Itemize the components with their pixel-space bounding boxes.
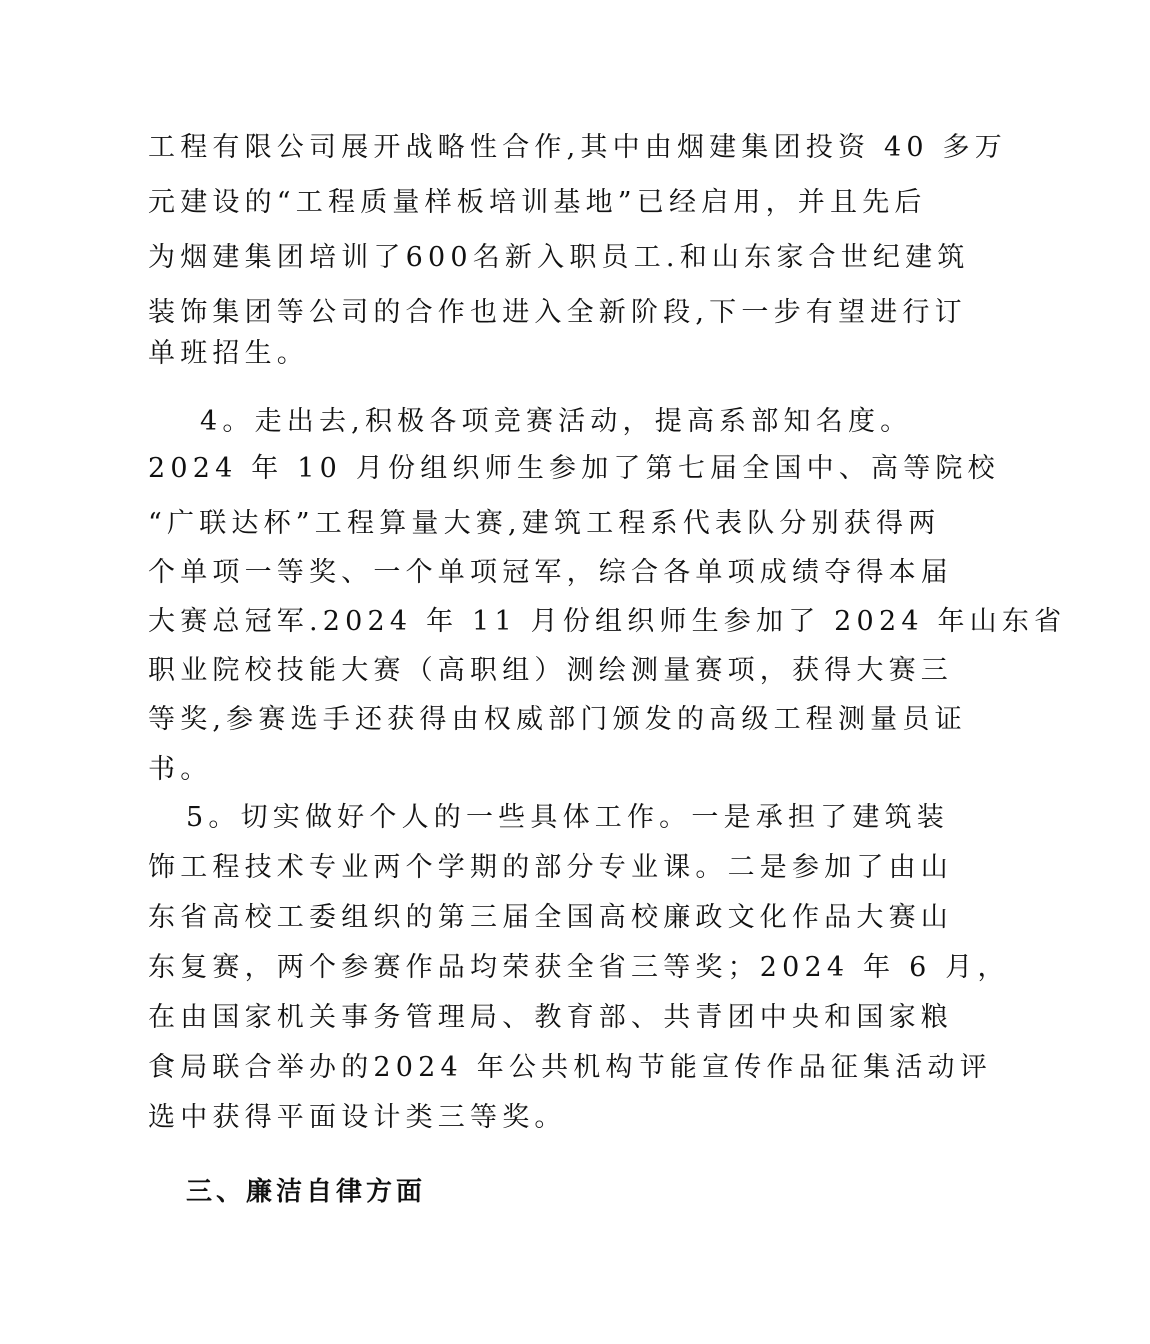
text-line: 东省高校工委组织的第三届全国高校廉政文化作品大赛山 xyxy=(148,902,953,933)
text-line: 工程有限公司展开战略性合作,其中由烟建集团投资 40 多万 xyxy=(148,132,1007,163)
text-line: 等奖,参赛选手还获得由权威部门颁发的高级工程测量员证 xyxy=(148,704,967,735)
text-line: 个单项一等奖、一个单项冠军，综合各单项成绩夺得本届 xyxy=(148,557,953,588)
text-line: 饰工程技术专业两个学期的部分专业课。二是参加了由山 xyxy=(148,852,953,883)
text-line: 为烟建集团培训了600名新入职员工.和山东家合世纪建筑 xyxy=(148,242,970,273)
text-line: 元建设的“工程质量样板培训基地”已经启用，并且先后 xyxy=(148,187,927,218)
text-line: 大赛总冠军.2024 年 11 月份组织师生参加了 2024 年山东省 xyxy=(148,606,1067,637)
section-heading: 三、廉洁自律方面 xyxy=(186,1177,427,1207)
text-line: 装饰集团等公司的合作也进入全新阶段,下一步有望进行订 xyxy=(148,297,967,328)
text-line: 职业院校技能大赛（高职组）测绘测量赛项，获得大赛三 xyxy=(148,655,953,686)
text-line: 选中获得平面设计类三等奖。 xyxy=(148,1102,567,1133)
text-line: “广联达杯”工程算量大赛,建筑工程系代表队分别获得两 xyxy=(148,508,941,539)
text-line: 书。 xyxy=(148,754,213,785)
text-line: 5。切实做好个人的一些具体工作。一是承担了建筑装 xyxy=(186,802,949,833)
text-line: 单班招生。 xyxy=(148,338,309,369)
text-line: 在由国家机关事务管理局、教育部、共青团中央和国家粮 xyxy=(148,1002,953,1033)
text-line: 食局联合举办的2024 年公共机构节能宣传作品征集活动评 xyxy=(148,1052,992,1083)
text-line: 2024 年 10 月份组织师生参加了第七届全国中、高等院校 xyxy=(148,453,1000,484)
text-line: 4。走出去,积极各项竞赛活动，提高系部知名度。 xyxy=(200,406,913,437)
text-line: 东复赛，两个参赛作品均荣获全省三等奖；2024 年 6 月， xyxy=(148,952,1010,983)
